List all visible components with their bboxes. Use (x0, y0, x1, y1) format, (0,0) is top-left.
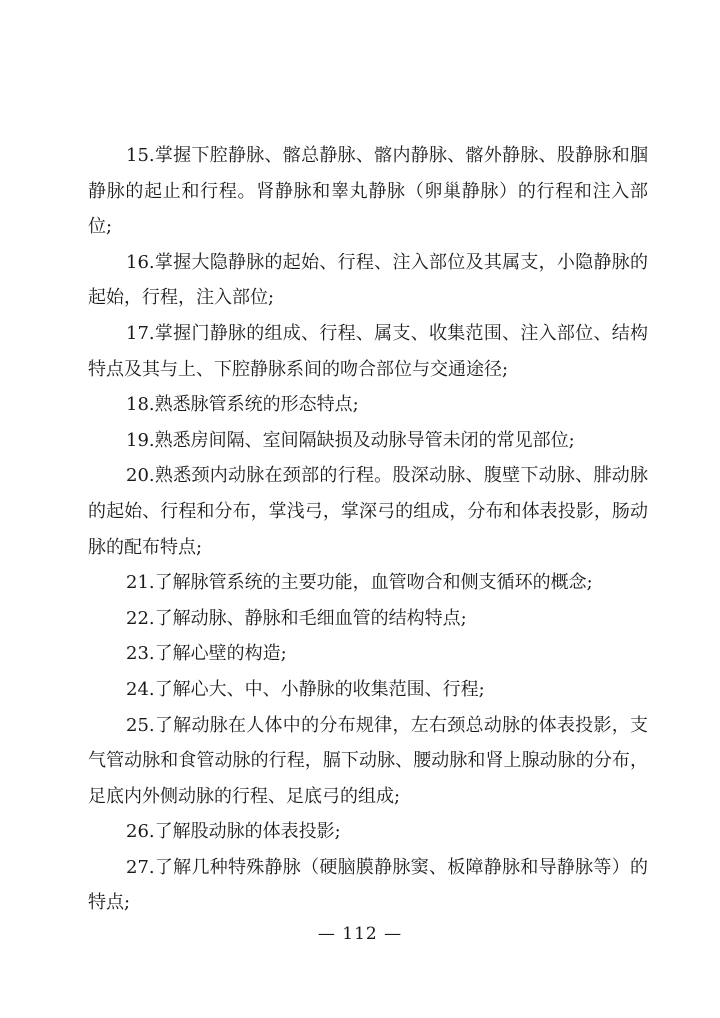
list-item-20: 20.熟悉颈内动脉在颈部的行程。股深动脉、腹壁下动脉、腓动脉的起始、行程和分布，掌浅弓，掌深弓的组成，分布和体表投影，肠动脉的配布特点; (88, 465, 648, 558)
list-item-23: 23.了解心壁的构造; (126, 643, 287, 665)
document-body (88, 138, 648, 921)
list-item-25: 25.了解动脉在人体中的分布规律，左右颈总动脉的体表投影，支气管动脉和食管动脉的行程，膈下动脉、腰动脉和肾上腺动脉的分布，足底内外侧动脉的行程、足底弓的组成; (88, 714, 648, 807)
list-item-18: 18.熟悉脉管系统的形态特点; (126, 394, 359, 416)
list-item-22: 22.了解动脉、静脉和毛细血管的结构特点; (126, 607, 467, 629)
list-item-16: 16.掌握大隐静脉的起始、行程、注入部位及其属支，小隐静脉的起始，行程，注入部位; (88, 251, 648, 309)
list-item-15: 15.掌握下腔静脉、髂总静脉、髂内静脉、髂外静脉、股静脉和腘静脉的起止和行程。肾静脉和睾丸静脉（卵巢静脉）的行程和注入部位; (88, 145, 648, 238)
list-item-27: 27.了解几种特殊静脉（硬脑膜静脉窦、板障静脉和导静脉等）的特点; (88, 856, 648, 914)
list-item-26: 26.了解股动脉的体表投影; (126, 821, 341, 843)
list-item-19: 19.熟悉房间隔、室间隔缺损及动脉导管未闭的常见部位; (126, 429, 575, 451)
page-number: — 112 — (317, 924, 403, 944)
list-item-24: 24.了解心大、中、小静脉的收集范围、行程; (126, 678, 485, 700)
list-item-17: 17.掌握门静脉的组成、行程、属支、收集范围、注入部位、结构特点及其与上、下腔静脉系间的吻合部位与交通途径; (88, 322, 648, 380)
list-item-21: 21.了解脉管系统的主要功能，血管吻合和侧支循环的概念; (126, 572, 593, 594)
